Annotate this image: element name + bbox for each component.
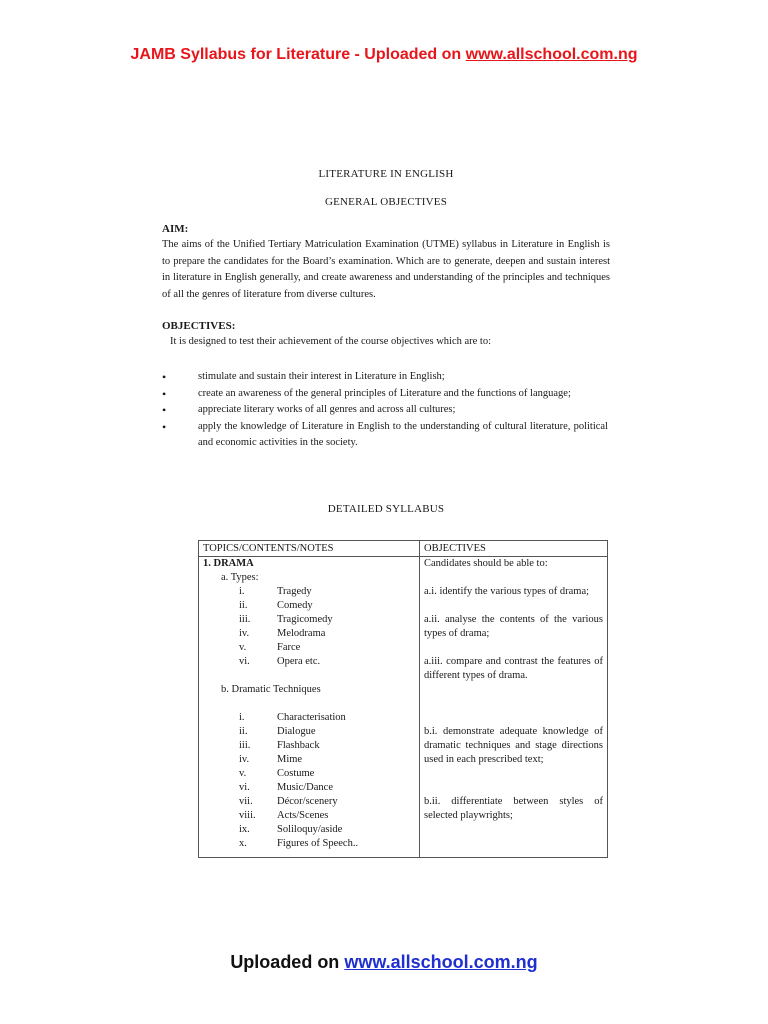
objective-item: • create an awareness of the general principles of Literature and the functions of language; [162, 386, 571, 401]
top-banner-text: JAMB Syllabus for Literature - Uploaded on [130, 46, 466, 63]
topics-cell [199, 557, 420, 858]
col-objectives-header: OBJECTIVES [420, 541, 608, 557]
list-item: i. Characterisation [239, 712, 346, 723]
bullet-icon: • [162, 419, 167, 434]
aim-heading: AIM: [162, 223, 189, 235]
objective-item: • appreciate literary works of all genres and across all cultures; [162, 403, 456, 417]
list-item: vi. Opera etc. [239, 656, 321, 667]
list-item: vii. Décor/scenery [239, 796, 338, 807]
bullet-icon: • [162, 370, 167, 384]
doc-title: LITERATURE IN ENGLISH [318, 168, 454, 180]
objective-item: • stimulate and sustain their interest in Literature in English; [162, 370, 445, 384]
topic-heading: 1. DRAMA [203, 558, 254, 569]
list-item: iv. Melodrama [239, 628, 326, 639]
list-item: iii. Tragicomedy [239, 614, 333, 625]
aim-text: The aims of the Unified Tertiary Matriculation Examination (UTME) syllabus in Literature in English is to prepare the candidates for the Board’s examination. Which are to generate, deepen and sustain interest in literature in English generally, and create awareness and understanding of the principles and techniques of all the genres of literature from diverse cultures. [162, 239, 610, 300]
objectives-list [162, 369, 608, 452]
objective-b2: b.ii. differentiate between styles of selected playwrights; [424, 796, 603, 821]
objective-a1: a.i. identify the various types of drama; [424, 586, 590, 597]
bottom-banner-link[interactable]: www.allschool.com.ng [344, 952, 538, 972]
top-banner [0, 46, 768, 64]
objective-a3: a.iii. compare and contrast the features of different types of drama. [424, 656, 603, 681]
list-item: iii. Flashback [239, 740, 320, 751]
objectives-cell [420, 557, 608, 858]
objective-a2: a.ii. analyse the contents of the various types of drama; [424, 614, 603, 639]
list-item: ii. Comedy [239, 600, 313, 611]
objective-item: • apply the knowledge of Literature in English to the understanding of cultural literature, political and economic activities in the society. [162, 419, 608, 448]
table-header-row [199, 541, 608, 557]
section-a-heading: a. Types: [221, 572, 259, 583]
list-item: x. Figures of Speech.. [239, 838, 359, 849]
list-item: ix. Soliloquy/aside [239, 824, 343, 835]
objectives-heading: OBJECTIVES: [162, 320, 236, 332]
list-item: i. Tragedy [239, 586, 312, 597]
list-item: viii. Acts/Scenes [239, 810, 329, 821]
table-row [199, 557, 608, 858]
list-item: iv. Mime [239, 754, 303, 765]
bottom-banner [0, 952, 768, 973]
top-banner-link[interactable]: www.allschool.com.ng [465, 46, 638, 63]
list-item: v. Farce [239, 642, 301, 653]
objectives-intro-cell: Candidates should be able to: [424, 558, 548, 569]
objectives-intro: It is designed to test their achievement of the course objectives which are to: [170, 336, 492, 347]
bullet-icon: • [162, 403, 167, 417]
objective-b1: b.i. demonstrate adequate knowledge of dramatic techniques and stage directions used in each prescribed text; [424, 726, 603, 765]
detailed-syllabus-title: DETAILED SYLLABUS [327, 503, 445, 515]
list-item: v. Costume [239, 768, 315, 779]
bullet-icon: • [162, 386, 167, 401]
syllabus-table [198, 540, 608, 858]
bottom-banner-text: Uploaded on [230, 952, 345, 972]
list-item: vi. Music/Dance [239, 782, 333, 793]
section-b-heading: b. Dramatic Techniques [221, 684, 321, 695]
doc-subtitle: GENERAL OBJECTIVES [324, 196, 448, 208]
list-item: ii. Dialogue [239, 726, 316, 737]
col-topics-header: TOPICS/CONTENTS/NOTES [199, 541, 420, 557]
